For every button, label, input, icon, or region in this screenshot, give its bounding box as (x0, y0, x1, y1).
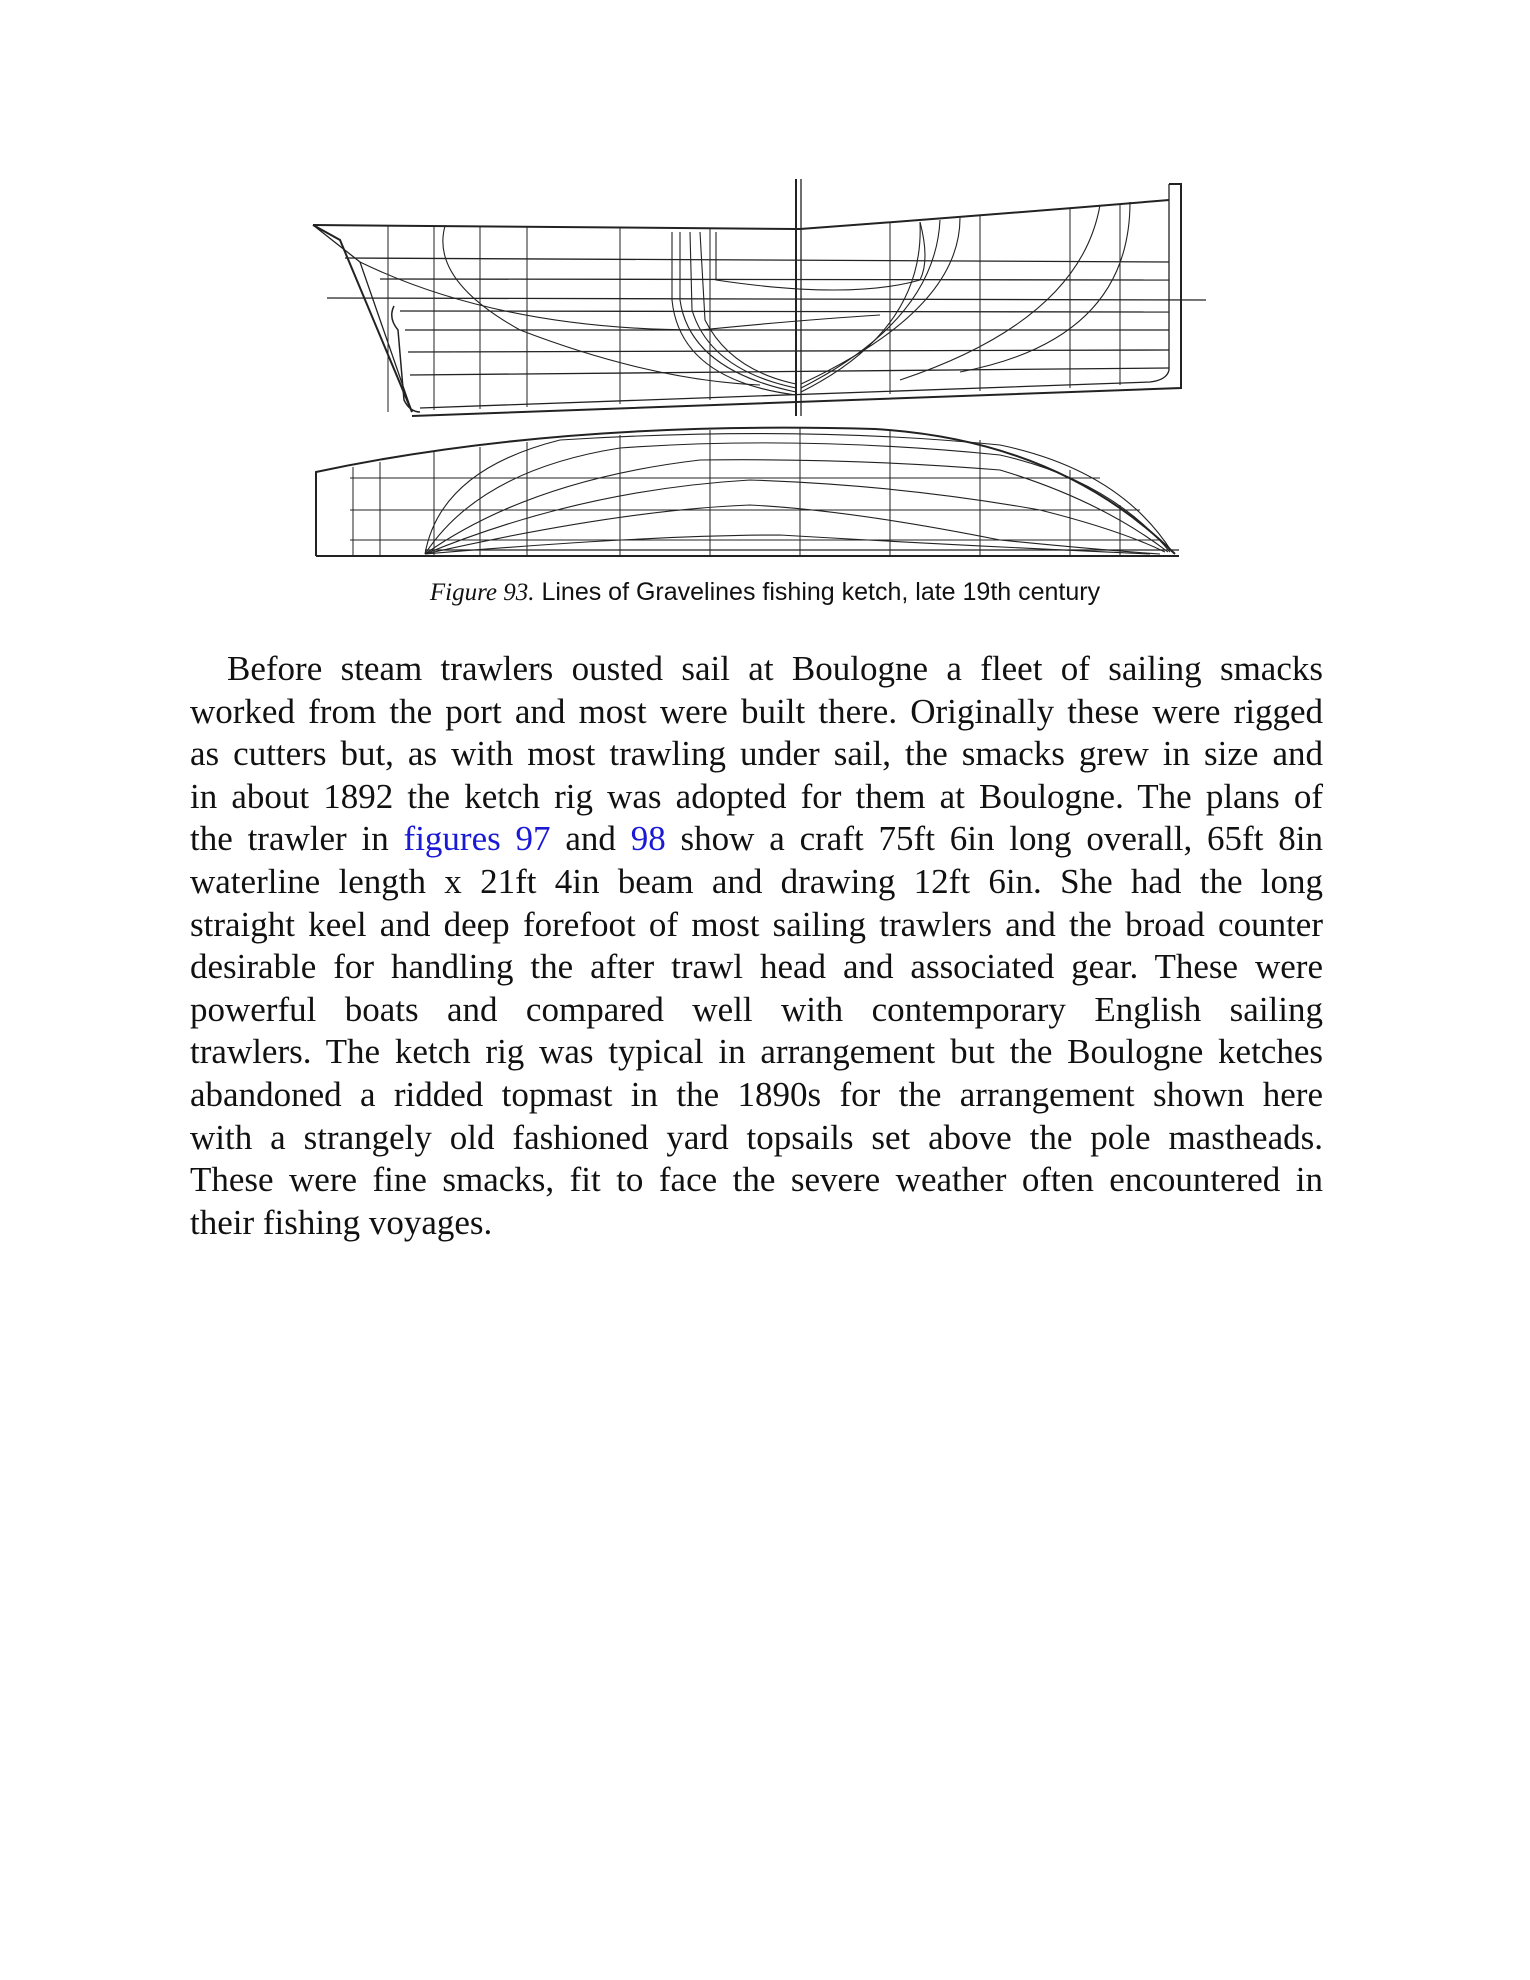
text-line: powerful boats and compared well with contemporary English sailing (190, 989, 1323, 1029)
text-line: abandoned a ridded topmast in the 1890s for the arrangement shown here (190, 1074, 1323, 1114)
half-breadth-view (316, 428, 1179, 556)
text-line: These were fine smacks, fit to face the severe weather often encountered in (190, 1160, 1323, 1200)
text-line: trawlers. The ketch rig was typical in arrangement but the Boulogne ketches (190, 1032, 1323, 1072)
figure-caption (0, 578, 1530, 607)
figure-98-link[interactable]: 98 (630, 819, 666, 859)
text-line: worked from the port and most were built there. Originally these were rigged (190, 691, 1323, 731)
text-line: with a strangely old fashioned yard topsails set above the pole mastheads. (190, 1117, 1323, 1157)
figure-caption-text: Lines of Gravelines fishing ketch, late 19th century (534, 578, 1101, 606)
text-line: straight keel and deep forefoot of most sailing trawlers and the broad counter (190, 904, 1323, 944)
text-line: as cutters but, as with most trawling under sail, the smacks grew in size and (190, 734, 1323, 774)
text-segment: the trawler in (190, 819, 404, 859)
text-line: desirable for handling the after trawl head and associated gear. These were (190, 947, 1323, 987)
text-segment: and (550, 819, 631, 859)
lines-plan-figure (0, 0, 1530, 580)
body-paragraph (190, 648, 1323, 1244)
text-segment: show a craft 75ft 6in long overall, 65ft 8in (665, 819, 1323, 859)
text-line: in about 1892 the ketch rig was adopted for them at Boulogne. The plans of (190, 776, 1323, 816)
profile-view (313, 179, 1206, 416)
figures-97-link[interactable]: figures 97 (403, 819, 551, 859)
text-line: their fishing voyages. (190, 1202, 493, 1242)
figure-label: Figure 93. (429, 579, 535, 606)
text-line: Before steam trawlers ousted sail at Boulogne a fleet of sailing smacks (227, 649, 1323, 688)
text-line: waterline length x 21ft 4in beam and drawing 12ft 6in. She had the long (190, 861, 1323, 901)
text-line (190, 818, 1323, 861)
